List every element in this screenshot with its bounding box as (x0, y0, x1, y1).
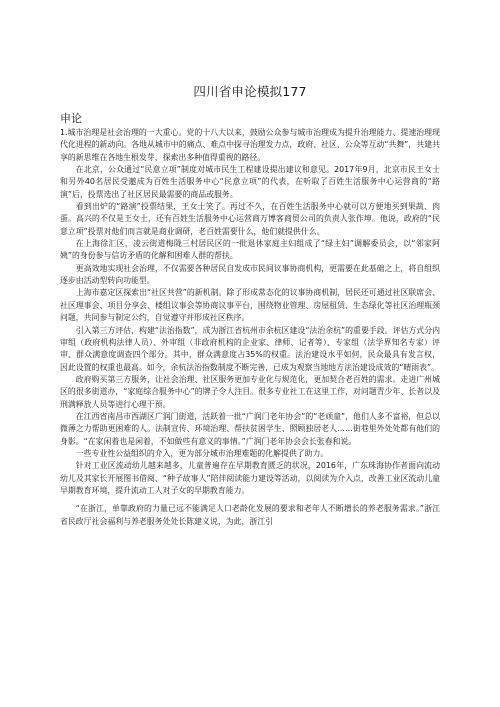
paragraph: 在上海徐汇区，凌云街道梅陇三村居民区的一批退休家庭主妇组成了“绿主妇”调解委员会，以“邻家阿姨”的身份参与信访矛盾的化解和困难人群的帮扶。 (60, 239, 440, 261)
paragraph: 1.城市治理是社会治理的一大重心。党的十八大以来，鼓励公众参与城市治理成为提升治理能力、提速治理现代化进程的新动向。各地从城市中的痛点、难点中探寻治理发力点，政府、社区、公众等互动“共舞”，共建共享的新思维在各地生根发芽，探索出多种值得重视的路径。 (60, 128, 440, 162)
paragraph: “在浙江，单靠政府的力量已远不能满足人口老龄化发展的要求和老年人不断增长的养老服务需求。”浙江省民政厅社会福利与养老服务处处长陈建义说，为此，浙江引 (60, 504, 440, 526)
section-heading: 申论 (60, 112, 82, 125)
paragraph: 看到出炉的“路演”投票结果，王女士笑了。再过不久，在百姓生活服务中心就可以方便地买到果蔬、肉蛋。高兴的不仅是王女士，还有百姓生活服务中心运营商万博客商贸公司的负责人张作坤。他说，政府的“民意立项”投票对他们而言就是商业调研，老百姓需要什么，他们就提供什么。 (60, 202, 440, 236)
body-text (60, 127, 440, 528)
paragraph: 更高效地实现社会治理，不仅需要各种居民自发成市民间议事协商机构，更需要在此基础之上，将自组织逐步由活动型转向功能型。 (60, 263, 440, 286)
paragraph: 政府购买第三方服务，让社会治理、社区服务更加专业化与规范化，更加契合老百姓的需求。走进广州城区的很多街道办，“家庭综合服务中心”的牌子令人注目。很多专业社工在这里工作，对问题青少年、长者以及刑满释放人员等进行心理干预。 (60, 374, 440, 409)
paragraph: 上海市嘉定区探索出“社区共营”的新机制。除了形成常态化的议事协商机制，居民还可通过社区联席会、社区理事会、项目分享会、楼组议事会等协商议事平台，围绕物业管理、房屋租赁、生态绿化等社区治理瓶颈问题，共同参与制定公约，自觉遵守并形成社区秩序。 (60, 288, 440, 323)
paragraph: 一些专业性公益组织的介入，更为部分城市治理难题的化解提供了助力。 (75, 448, 329, 458)
paragraph: 在江西省南昌市西湖区广润门街道，活跃着一批“广润门老年协会”的“老顽童”，他们人多不富裕，但总以微薄之力帮助更困难的人。法制宣传、环境治理、帮扶贫困学生、照顾独居老人……街巷里外处处都有他们的身影。“在家闲着也是闲着，不如做些有意义的事情。”广润门老年协会会长张春和说。 (60, 411, 440, 446)
paragraph: 引入第三方评估，构建“法治指数”，成为浙江省杭州市余杭区建设“法治余杭”的重要手段。评估方式分内审组（政府机构法律人员）、外审组（非政府机构的企业家、律师、记者等）、专家组（法学界知名专家）评审、群众满意度调查四个部分。其中，群众满意度占35%的权重。法治建设水平如何，民众最具有发言权，因此设置的权重也最高。如今，余杭法治指数制度不断完善，已成为观察当地地方法治建设成效的“晴雨表”。 (60, 325, 440, 372)
paragraph: 在北京，公众通过“民意立项”制度对城市民生工程建设提出建议和意见。2017年9月，北京市民王女士和另外40名居民受邀成为百姓生活服务中心“民意立项”的代表，在听取了百姓生活服务中心运营商的“路演”后，投票选出了社区居民最需要的商品或服务。 (60, 165, 440, 199)
paragraph: 针对工业区流动幼儿越来越多，儿童普遍存在早期教育匮乏的状况，2016年，广东珠海协作者面向流动幼儿及其家长开展图书借阅、“种子故事人”陪伴阅读能力建设等活动，以阅读为介入点，改善工业区流动儿童早期教育环境，提升流动工人对子女的早期教育能力。 (60, 461, 440, 495)
document-title: 四川省申论模拟177 (193, 84, 307, 99)
